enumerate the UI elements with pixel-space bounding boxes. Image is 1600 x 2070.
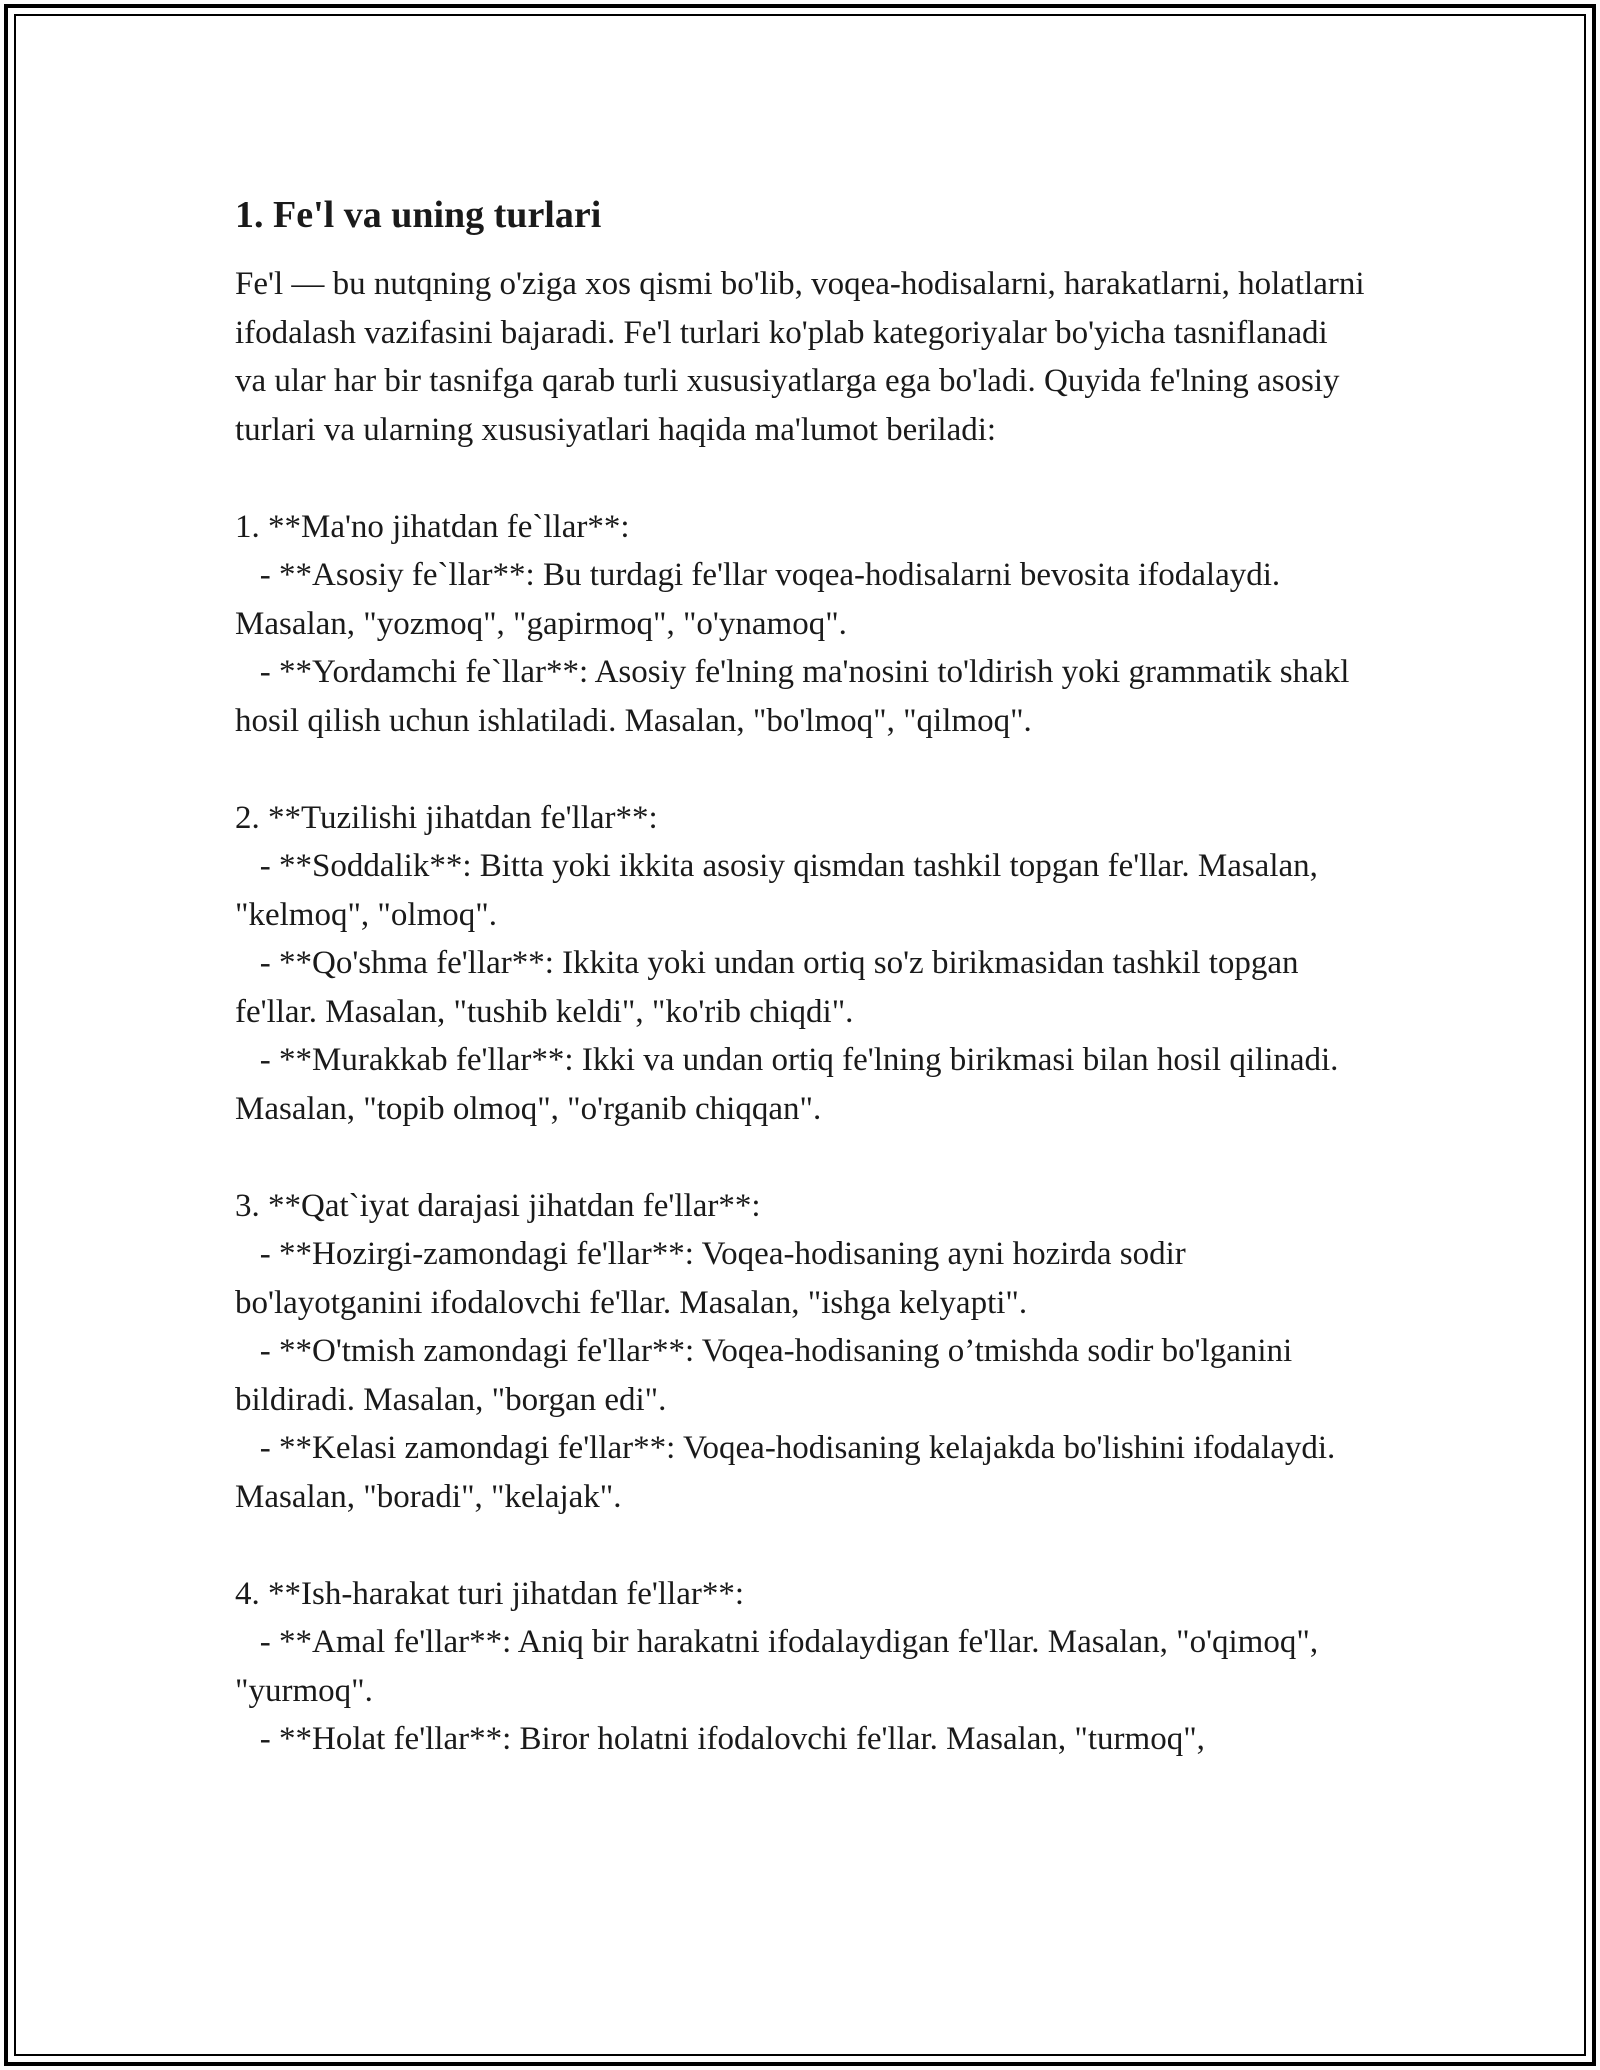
list-item: - **Qo'shma fe'llar**: Ikkita yoki undan ortiq so'z birikmasidan tashkil topgan fe'llar. Masalan, "tushib keldi", "ko'rib chiqdi". bbox=[235, 945, 1307, 1030]
intro-paragraph: Fe'l — bu nutqning o'ziga xos qismi bo'lib, voqea-hodisalarni, harakatlarni, holatlarni ifodalash vazifasini bajaradi. Fe'l turlari ko'plab kategoriyalar bo'yicha tasniflanadi va ular har bir tasnifga qarab turli xususiyatlarga ega bo'ladi. Quyida fe'lning asosiy turlari va ularning xususiyatlari haqida ma'lumot beriladi: bbox=[235, 266, 1373, 448]
list-item: - **Murakkab fe'llar**: Ikki va undan ortiq fe'lning birikmasi bilan hosil qilinadi. Masalan, "topib olmoq", "o'rganib chiqqan". bbox=[235, 1042, 1347, 1127]
section-meaning bbox=[235, 503, 1365, 746]
list-item: - **Soddalik**: Bitta yoki ikkita asosiy qismdan tashkil topgan fe'llar. Masalan, "kelmoq", "olmoq". bbox=[235, 848, 1327, 933]
section-heading: 3. **Qat`iyat darajasi jihatdan fe'llar**: bbox=[235, 1187, 761, 1224]
list-item: - **Asosiy fe`llar**: Bu turdagi fe'llar voqea-hodisalarni bevosita ifodalaydi. Masalan, "yozmoq", "gapirmoq", "o'ynamoq". bbox=[235, 557, 1289, 642]
list-item: - **O'tmish zamondagi fe'llar**: Voqea-hodisaning o’tmishda sodir bo'lganini bildiradi. Masalan, "borgan edi". bbox=[235, 1333, 1301, 1418]
section-structure bbox=[235, 794, 1365, 1134]
list-item: - **Hozirgi-zamondagi fe'llar**: Voqea-hodisaning ayni hozirda sodir bo'layotganini ifodalovchi fe'llar. Masalan, "ishga kelyapti". bbox=[235, 1236, 1195, 1321]
section-heading: 4. **Ish-harakat turi jihatdan fe'llar**: bbox=[235, 1575, 745, 1612]
section-heading: 2. **Tuzilishi jihatdan fe'llar**: bbox=[235, 799, 658, 836]
list-item: - **Kelasi zamondagi fe'llar**: Voqea-hodisaning kelajakda bo'lishini ifodalaydi. Masalan, "boradi", "kelajak". bbox=[235, 1430, 1344, 1515]
section-heading: 1. **Ma'no jihatdan fe`llar**: bbox=[235, 508, 630, 545]
list-item: - **Amal fe'llar**: Aniq bir harakatni ifodalaydigan fe'llar. Masalan, "o'qimoq", "yurmoq". bbox=[235, 1624, 1327, 1709]
section-tense bbox=[235, 1182, 1365, 1522]
document-page bbox=[235, 190, 1373, 1812]
section-action-type bbox=[235, 1570, 1365, 1764]
document-title: 1. Fe'l va uning turlari bbox=[235, 194, 602, 236]
list-item: - **Holat fe'llar**: Biror holatni ifodalovchi fe'llar. Masalan, "turmoq", bbox=[235, 1721, 1205, 1757]
list-item: - **Yordamchi fe`llar**: Asosiy fe'lning ma'nosini to'ldirish yoki grammatik shakl hosil qilish uchun ishlatiladi. Masalan, "bo'lmoq", "qilmoq". bbox=[235, 654, 1358, 739]
